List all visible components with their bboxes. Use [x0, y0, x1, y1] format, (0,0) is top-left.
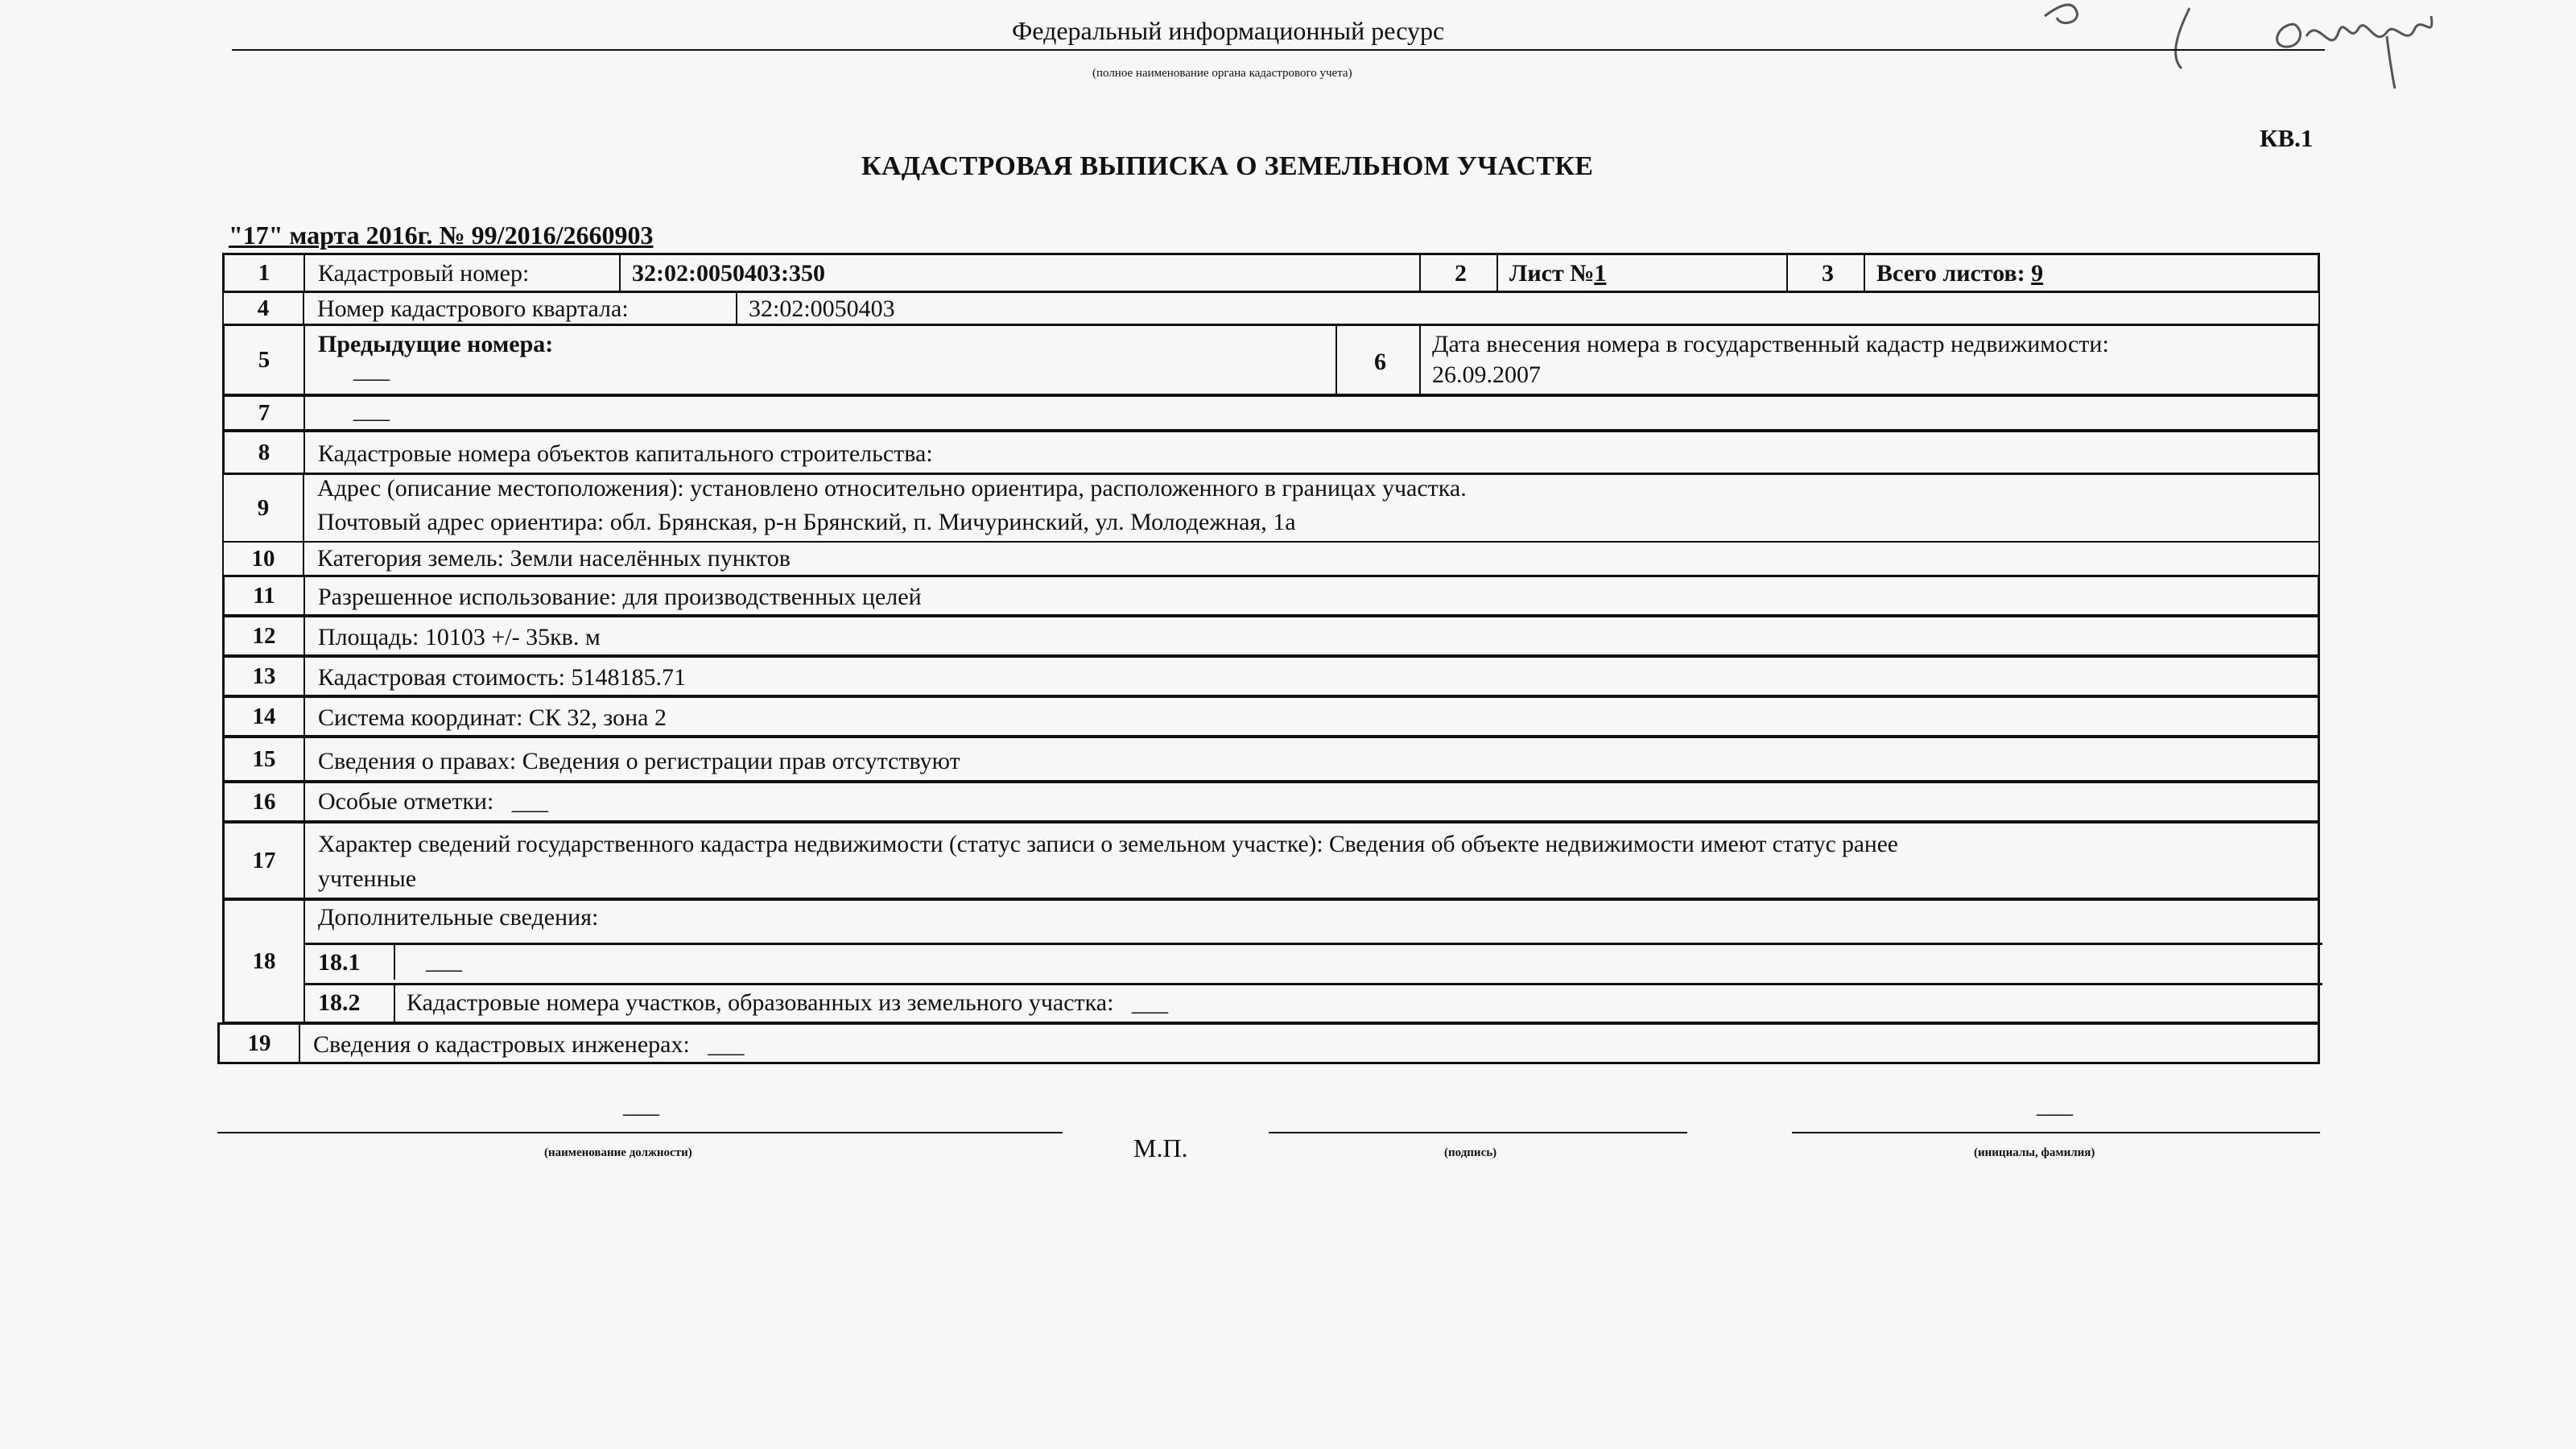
org-caption: (полное наименование органа кадастрового учета)	[1092, 67, 1352, 80]
org-name: Федеральный информационный ресурс	[1012, 16, 1445, 45]
row-number: 15	[225, 738, 305, 780]
row-16	[222, 781, 2320, 823]
row-number: 12	[225, 617, 305, 654]
row-5	[222, 324, 2320, 396]
additional-info-title: Дополнительные сведения:	[318, 904, 599, 931]
previous-numbers-value: ___	[353, 357, 390, 383]
row-number: 13	[225, 658, 305, 695]
row-10	[222, 541, 2320, 576]
row-19	[217, 1022, 2320, 1064]
row-1	[222, 253, 2320, 293]
address-description: Адрес (описание местоположения): установлено относительно ориентира, расположенного в границах участка.	[317, 475, 1467, 502]
cadastral-number-value: 32:02:0050403:350	[632, 260, 825, 287]
row-number: 1	[225, 255, 305, 291]
row-number: 4	[224, 293, 304, 324]
row-17	[222, 821, 2320, 900]
position-line	[217, 1132, 1063, 1133]
row-9	[222, 473, 2320, 543]
row-number: 17	[225, 824, 305, 898]
registration-date-value: 26.09.2007	[1432, 361, 1541, 388]
record-status-line1: Характер сведений государственного кадастра недвижимости (статус записи о земельном участке): Сведения об объекте недвижимости имеют статус ранее	[318, 832, 1898, 857]
cadastral-number-label: Кадастровый номер:	[318, 260, 530, 287]
handwritten-signature	[2029, 0, 2479, 97]
capital-objects-label: Кадастровые номера объектов капитального строительства:	[318, 440, 933, 467]
row-number: 11	[225, 577, 305, 614]
row-number: 5	[225, 326, 305, 394]
row-11	[222, 575, 2320, 617]
form-code: КВ.1	[2260, 124, 2314, 152]
stamp-label: М.П.	[1133, 1133, 1188, 1162]
area: Площадь: 10103 +/- 35кв. м	[318, 624, 601, 650]
sub-18-1-value: ___	[426, 947, 462, 974]
row-number: 9	[224, 475, 304, 541]
quarter-value: 32:02:0050403	[749, 295, 895, 322]
postal-address: Почтовый адрес ориентира: обл. Брянская, р-н Брянский, п. Мичуринский, ул. Молодежная, 1а	[317, 509, 1296, 535]
row-number: 19	[220, 1025, 300, 1062]
name-caption: (инициалы, фамилия)	[1974, 1146, 2095, 1159]
row-18	[222, 898, 2320, 1024]
derived-parcels: Кадастровые номера участков, образованных из земельного участка: ___	[407, 989, 1168, 1016]
row-number: 14	[225, 698, 305, 735]
cadastral-engineers: Сведения о кадастровых инженерах: ___	[313, 1031, 745, 1058]
row-8	[222, 430, 2320, 475]
row-number: 2	[1455, 260, 1467, 287]
special-notes: Особые отметки: ___	[318, 788, 548, 815]
row-7	[222, 394, 2320, 431]
quarter-label: Номер кадастрового квартала:	[317, 295, 629, 322]
registration-date-label: Дата внесения номера в государственный кадастр недвижимости:	[1432, 331, 2109, 357]
land-category: Категория земель: Земли населённых пунктов	[317, 545, 791, 572]
row-7-value: ___	[353, 397, 390, 423]
row-number: 8	[225, 432, 305, 473]
org-name-underline	[232, 49, 2325, 51]
total-sheets: Всего листов: 9	[1876, 260, 2044, 287]
row-number: 18	[225, 901, 305, 1022]
cadastral-value: Кадастровая стоимость: 5148185.71	[318, 664, 686, 691]
signature-caption: (подпись)	[1444, 1146, 1497, 1159]
coordinate-system: Система координат: СК 32, зона 2	[318, 704, 667, 731]
name-line	[1792, 1132, 2320, 1133]
row-number: 3	[1822, 260, 1834, 287]
position-caption: (наименование должности)	[544, 1146, 692, 1159]
name-value: ___	[2037, 1092, 2073, 1118]
position-value: ___	[623, 1092, 659, 1118]
sub-number-18-1: 18.1	[318, 949, 361, 976]
row-14	[222, 696, 2320, 737]
row-number: 7	[225, 397, 305, 429]
row-number: 10	[224, 543, 304, 575]
row-4	[222, 291, 2320, 325]
record-status-line2: учтенные	[318, 865, 417, 892]
sheet-label: Лист №1	[1509, 260, 1607, 287]
permitted-use: Разрешенное использование: для производственных целей	[318, 584, 922, 610]
document-number: "17" марта 2016г. № 99/2016/2660903	[229, 221, 654, 250]
rights-info: Сведения о правах: Сведения о регистрации прав отсутствуют	[318, 748, 960, 774]
sub-number-18-2: 18.2	[318, 989, 361, 1016]
row-13	[222, 655, 2320, 697]
row-number: 6	[1374, 349, 1386, 375]
row-number: 16	[225, 783, 305, 820]
previous-numbers-label: Предыдущие номера:	[318, 331, 554, 357]
signature-line	[1269, 1132, 1687, 1133]
row-15	[222, 736, 2320, 782]
document-title: КАДАСТРОВАЯ ВЫПИСКА О ЗЕМЕЛЬНОМ УЧАСТКЕ	[861, 151, 1594, 181]
row-12	[222, 615, 2320, 657]
